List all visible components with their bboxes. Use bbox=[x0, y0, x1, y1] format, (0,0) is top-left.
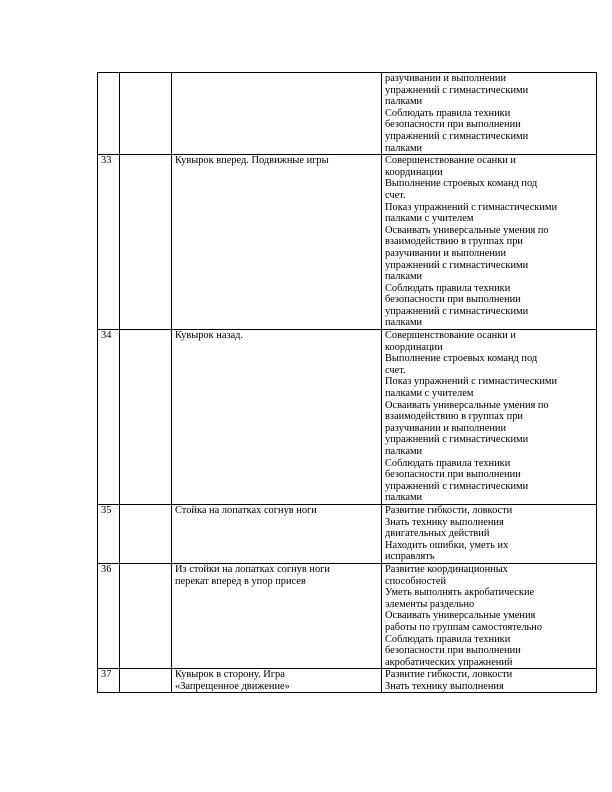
lesson-date-cell bbox=[120, 563, 172, 668]
lesson-topic-cell: Кувырок назад. bbox=[172, 330, 382, 505]
lesson-date-cell bbox=[120, 155, 172, 330]
lesson-activity-cell: разучивании и выполнении упражнений с гимнастическими палками Соблюдать правила техники безопасности при выполнении упражнений с гимнастическими палками bbox=[382, 73, 597, 155]
lesson-date-cell bbox=[120, 504, 172, 563]
lesson-date-cell bbox=[120, 669, 172, 693]
table-row bbox=[98, 330, 597, 505]
lesson-number-cell: 33 bbox=[98, 155, 120, 330]
lesson-number-cell: 37 bbox=[98, 669, 120, 693]
lesson-date-cell bbox=[120, 73, 172, 155]
lesson-number-cell bbox=[98, 73, 120, 155]
lesson-date-cell bbox=[120, 330, 172, 505]
lesson-topic-cell: Кувырок в сторону. Игра «Запрещенное движение» bbox=[172, 669, 382, 693]
table-row bbox=[98, 669, 597, 693]
lesson-number-cell: 36 bbox=[98, 563, 120, 668]
table-row bbox=[98, 504, 597, 563]
table-row bbox=[98, 563, 597, 668]
lesson-activity-cell: Совершенствование осанки и координации Выполнение строевых команд под счет. Показ упражнений с гимнастическими палками с учителем Осваивать универсальные умения по взаимодействию в группах при разучивании и выполнении упражнений с гимнастическими палками Соблюдать правила техники безопасности при выполнении упражнений с гимнастическими палками bbox=[382, 155, 597, 330]
lesson-topic-cell: Кувырок вперед. Подвижные игры bbox=[172, 155, 382, 330]
lesson-plan-table bbox=[97, 72, 597, 693]
table-row bbox=[98, 155, 597, 330]
lesson-topic-cell bbox=[172, 73, 382, 155]
lesson-topic-cell: Из стойки на лопатках согнув ноги перекат вперед в упор присев bbox=[172, 563, 382, 668]
lesson-activity-cell: Развитие координационных способностей Уметь выполнять акробатические элементы раздельно Осваивать универсальные умения работы по группам самостоятельно Соблюдать правила техники безопасности при выполнении акробатических упражнений bbox=[382, 563, 597, 668]
lesson-topic-cell: Стойка на лопатках согнув ноги bbox=[172, 504, 382, 563]
lesson-activity-cell: Совершенствование осанки и координации Выполнение строевых команд под счет. Показ упражнений с гимнастическими палками с учителем Осваивать универсальные умения по взаимодействию в группах при разучивании и выполнении упражнений с гимнастическими палками Соблюдать правила техники безопасности при выполнении упражнений с гимнастическими палками bbox=[382, 330, 597, 505]
lesson-activity-cell: Развитие гибкости, ловкости Знать технику выполнения двигательных действий Находить ошибки, уметь их исправлять bbox=[382, 504, 597, 563]
lesson-number-cell: 34 bbox=[98, 330, 120, 505]
lesson-number-cell: 35 bbox=[98, 504, 120, 563]
table-row bbox=[98, 73, 597, 155]
lesson-activity-cell: Развитие гибкости, ловкости Знать технику выполнения bbox=[382, 669, 597, 693]
